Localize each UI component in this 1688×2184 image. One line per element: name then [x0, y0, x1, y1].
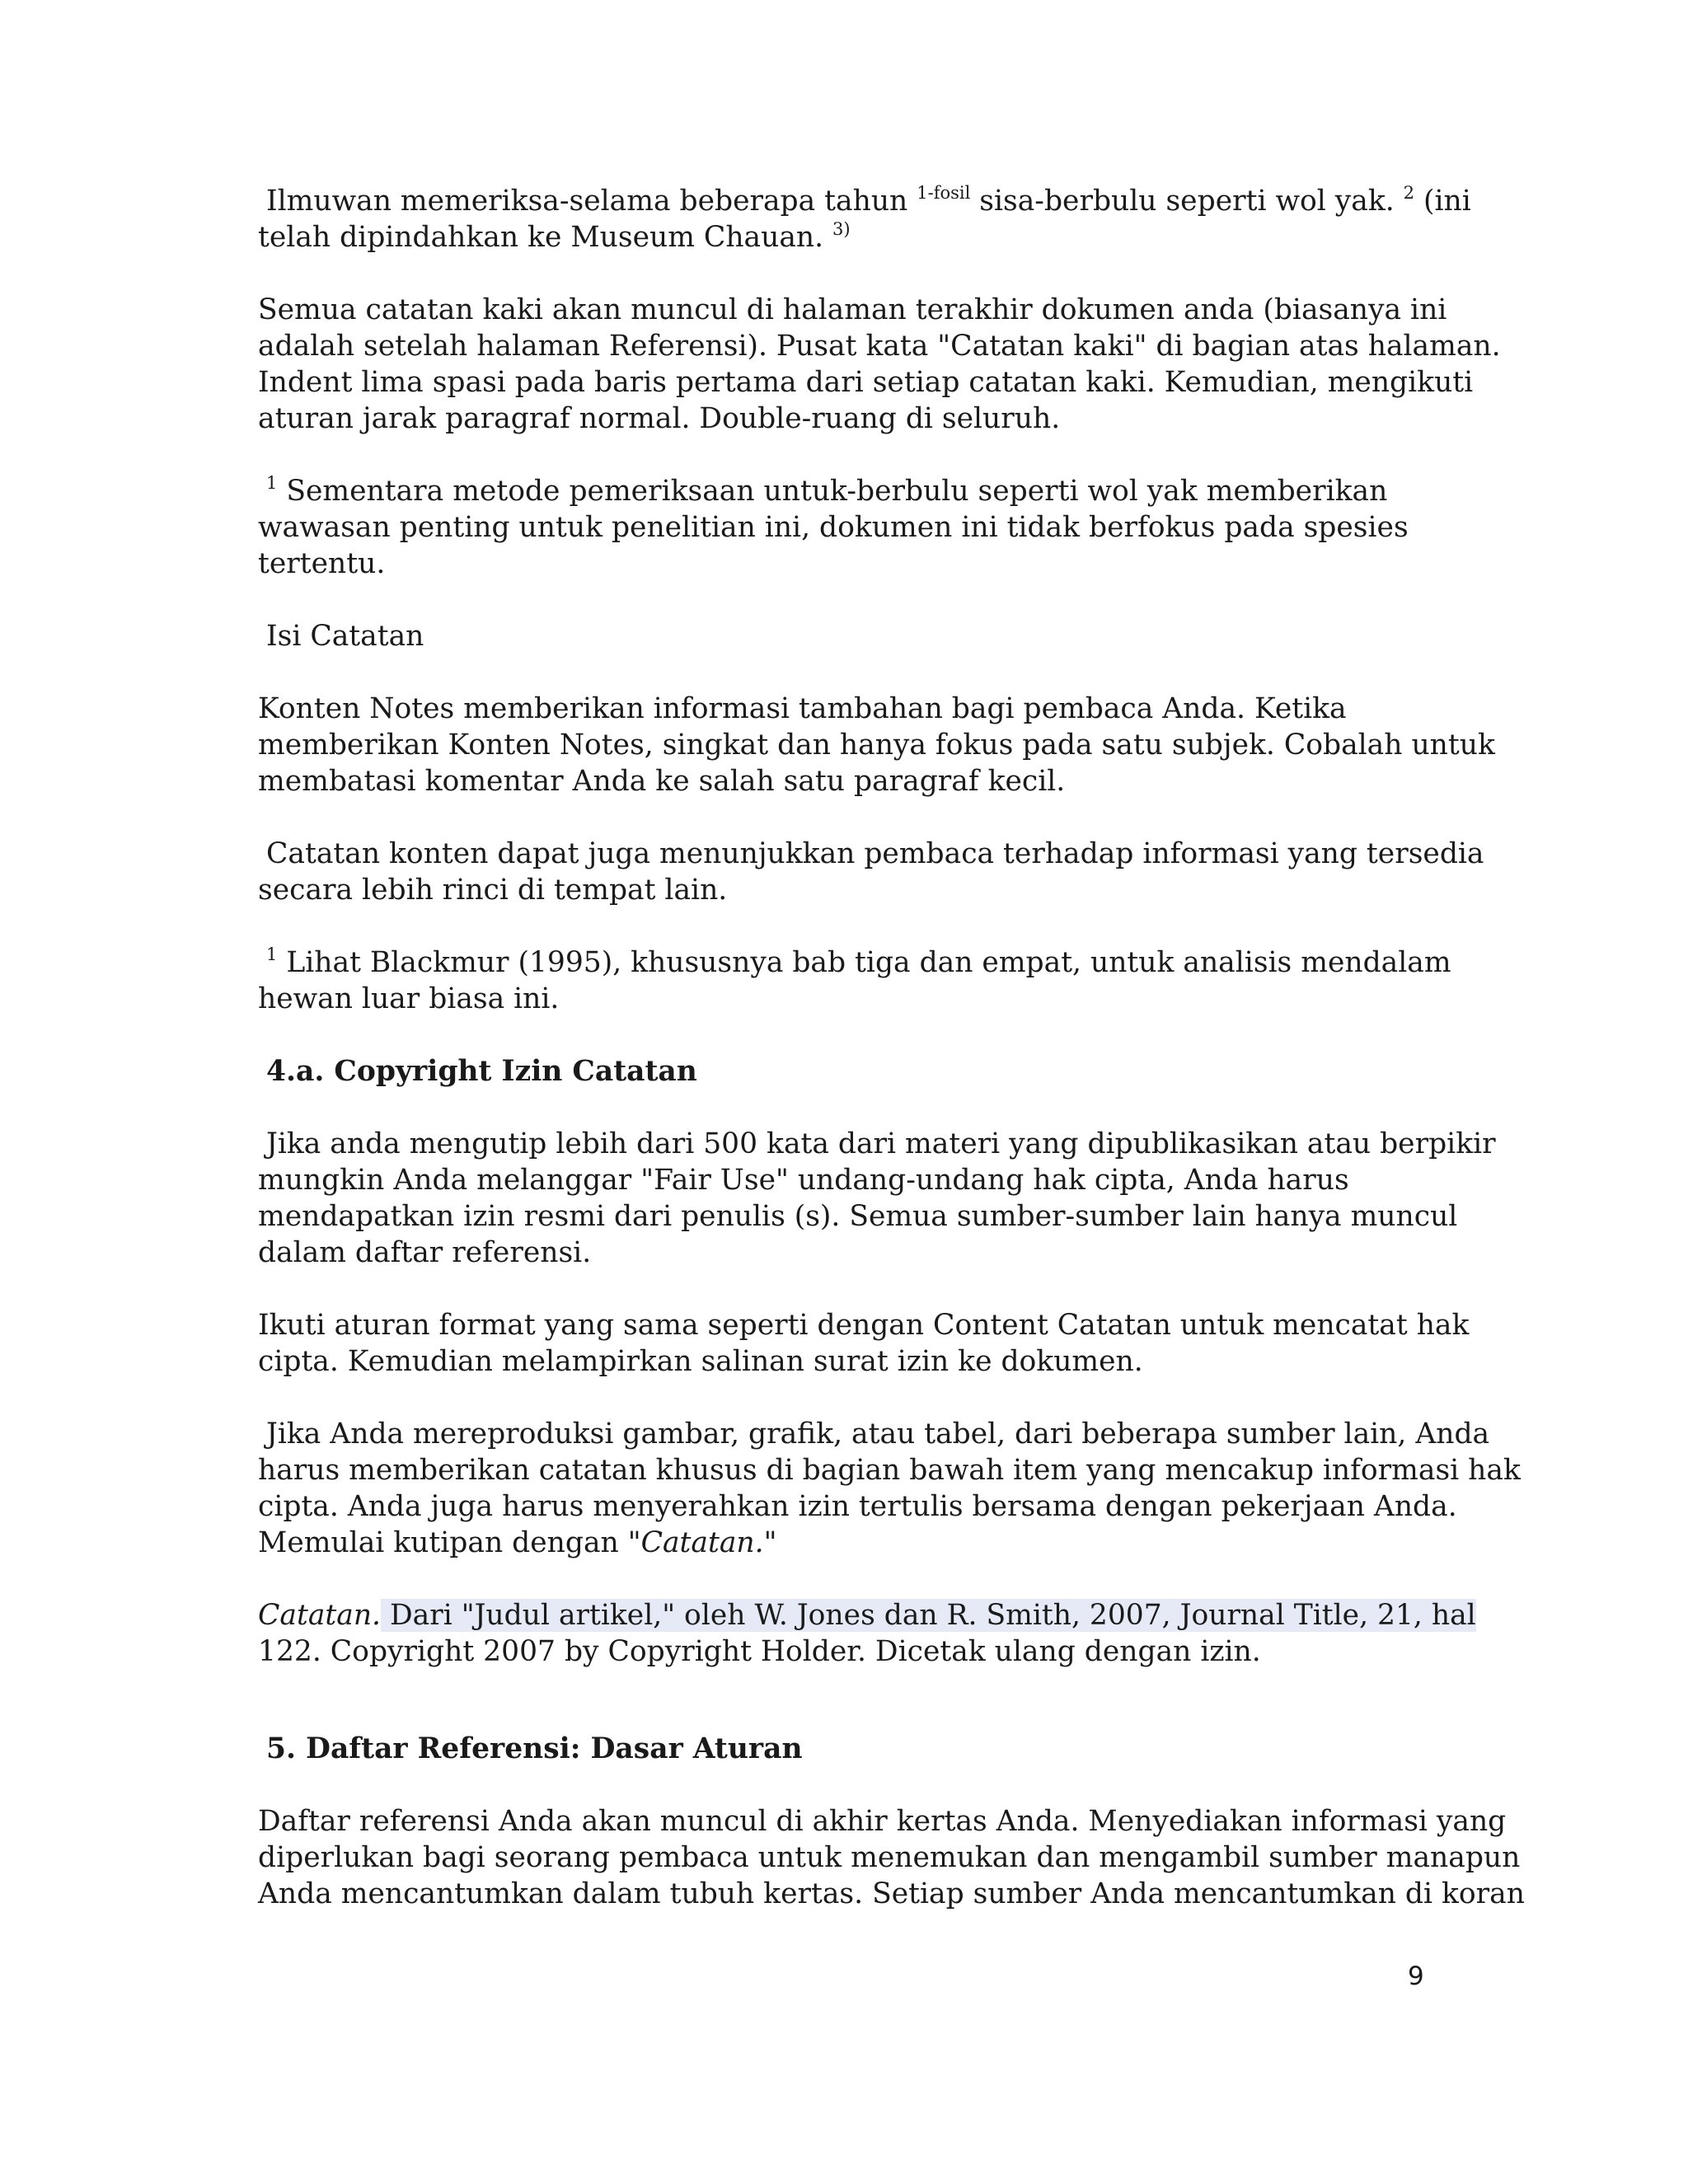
highlighted-text: Dari "Judul artikel," oleh W. Jones dan R. Smith, 2007, Journal Title, 21, hal: [381, 1599, 1476, 1632]
superscript: 2: [1403, 183, 1415, 203]
content-notes-paragraph-2: [258, 836, 1484, 908]
text-line: memberikan Konten Notes, singkat dan hanya fokus pada satu subjek. Cobalah untuk: [258, 729, 1495, 762]
superscript: 1: [266, 944, 278, 964]
superscript: 1: [266, 473, 278, 493]
text-line: hewan luar biasa ini.: [258, 982, 560, 1015]
text-line: cipta. Kemudian melampirkan salinan surat izin ke dokumen.: [258, 1345, 1143, 1378]
text-line: diperlukan bagi seorang pembaca untuk menemukan dan mengambil sumber manapun: [258, 1841, 1521, 1874]
superscript: 1-fosil: [917, 183, 971, 203]
document-page: [258, 183, 1525, 1912]
section-heading-5: 5. Daftar Referensi: Dasar Aturan: [266, 1732, 803, 1765]
reproduction-paragraph: [258, 1416, 1521, 1561]
reference-list-paragraph: [258, 1803, 1525, 1912]
footnote-example-2: [258, 944, 1451, 1017]
footnote-rules-paragraph: [258, 292, 1501, 437]
text-line: 122. Copyright 2007 by Copyright Holder. Dicetak ulang dengan izin.: [258, 1635, 1261, 1668]
format-rules-paragraph: [258, 1307, 1470, 1380]
text-line: [258, 183, 1471, 219]
content-notes-paragraph: [258, 691, 1495, 799]
text-line: harus memberikan catatan khusus di bagian bawah item yang mencakup informasi hak: [258, 1454, 1521, 1487]
text-line: mungkin Anda melanggar "Fair Use" undang-undang hak cipta, Anda harus: [258, 1164, 1349, 1197]
section-heading-4a: 4.a. Copyright Izin Catatan: [266, 1055, 697, 1088]
text-line: [258, 1597, 1476, 1633]
italic-text: Catatan.: [258, 1599, 382, 1632]
text-line: cipta. Anda juga harus menyerahkan izin tertulis bersama dengan pekerjaan Anda.: [258, 1490, 1457, 1523]
text-line: Jika Anda mereproduksi gambar, grafik, atau tabel, dari beberapa sumber lain, Anda: [266, 1418, 1490, 1451]
text-line: Konten Notes memberikan informasi tambahan bagi pembaca Anda. Ketika: [258, 692, 1347, 725]
text-line: [258, 473, 1428, 509]
italic-text: "Catatan.": [627, 1526, 777, 1559]
text-line: Ikuti aturan format yang sama seperti dengan Content Catatan untuk mencatat hak: [258, 1309, 1470, 1342]
text-run: Sementara metode pemeriksaan untuk-berbulu seperti wol yak memberikan: [277, 475, 1388, 508]
footnote-example-1: [258, 473, 1428, 582]
superscript: 3): [832, 219, 851, 239]
text-line: Indent lima spasi pada baris pertama dari setiap catatan kaki. Kemudian, mengikuti: [258, 366, 1474, 399]
text-line: tertentu.: [258, 547, 386, 580]
text-run: telah dipindahkan ke Museum Chauan.: [258, 221, 833, 254]
text-run: Ilmuwan memeriksa-selama beberapa tahun: [266, 185, 917, 218]
text-line: Catatan konten dapat juga menunjukkan pembaca terhadap informasi yang tersedia: [266, 837, 1484, 870]
text-line: Semua catatan kaki akan muncul di halaman terakhir dokumen anda (biasanya ini: [258, 293, 1447, 326]
subsection-label: Isi Catatan: [266, 620, 424, 653]
text-line: [258, 219, 1428, 255]
text-line: adalah setelah halaman Referensi). Pusat kata "Catatan kaki" di bagian atas halaman.: [258, 330, 1501, 363]
text-line: dalam daftar referensi.: [258, 1236, 592, 1269]
copyright-paragraph: [258, 1126, 1496, 1271]
text-run: Lihat Blackmur (1995), khususnya bab tiga dan empat, untuk analisis mendalam: [277, 946, 1451, 979]
page-number: 9: [1408, 1961, 1424, 1991]
text-run: (ini: [1414, 185, 1471, 218]
text-line: Anda mencantumkan dalam tubuh kertas. Setiap sumber Anda mencantumkan di koran: [258, 1877, 1525, 1910]
text-line: membatasi komentar Anda ke salah satu paragraf kecil.: [258, 765, 1066, 798]
text-run: Memulai kutipan dengan: [258, 1526, 628, 1559]
text-line: [258, 1525, 1428, 1561]
text-line: mendapatkan izin resmi dari penulis (s). Semua sumber-sumber lain hanya muncul: [258, 1200, 1458, 1233]
text-line: Jika anda mengutip lebih dari 500 kata dari materi yang dipublikasikan atau berpikir: [266, 1127, 1496, 1160]
text-line: [258, 944, 1451, 981]
text-line: aturan jarak paragraf normal. Double-ruang di seluruh.: [258, 402, 1061, 435]
text-line: secara lebih rinci di tempat lain.: [258, 874, 728, 907]
text-line: Daftar referensi Anda akan muncul di akhir kertas Anda. Menyediakan informasi yang: [258, 1805, 1507, 1838]
text-line: wawasan penting untuk penelitian ini, dokumen ini tidak berfokus pada spesies: [258, 511, 1409, 544]
intro-paragraph: [258, 183, 1471, 255]
note-example-paragraph: [258, 1597, 1476, 1670]
text-run: sisa-berbulu seperti wol yak.: [970, 185, 1404, 218]
